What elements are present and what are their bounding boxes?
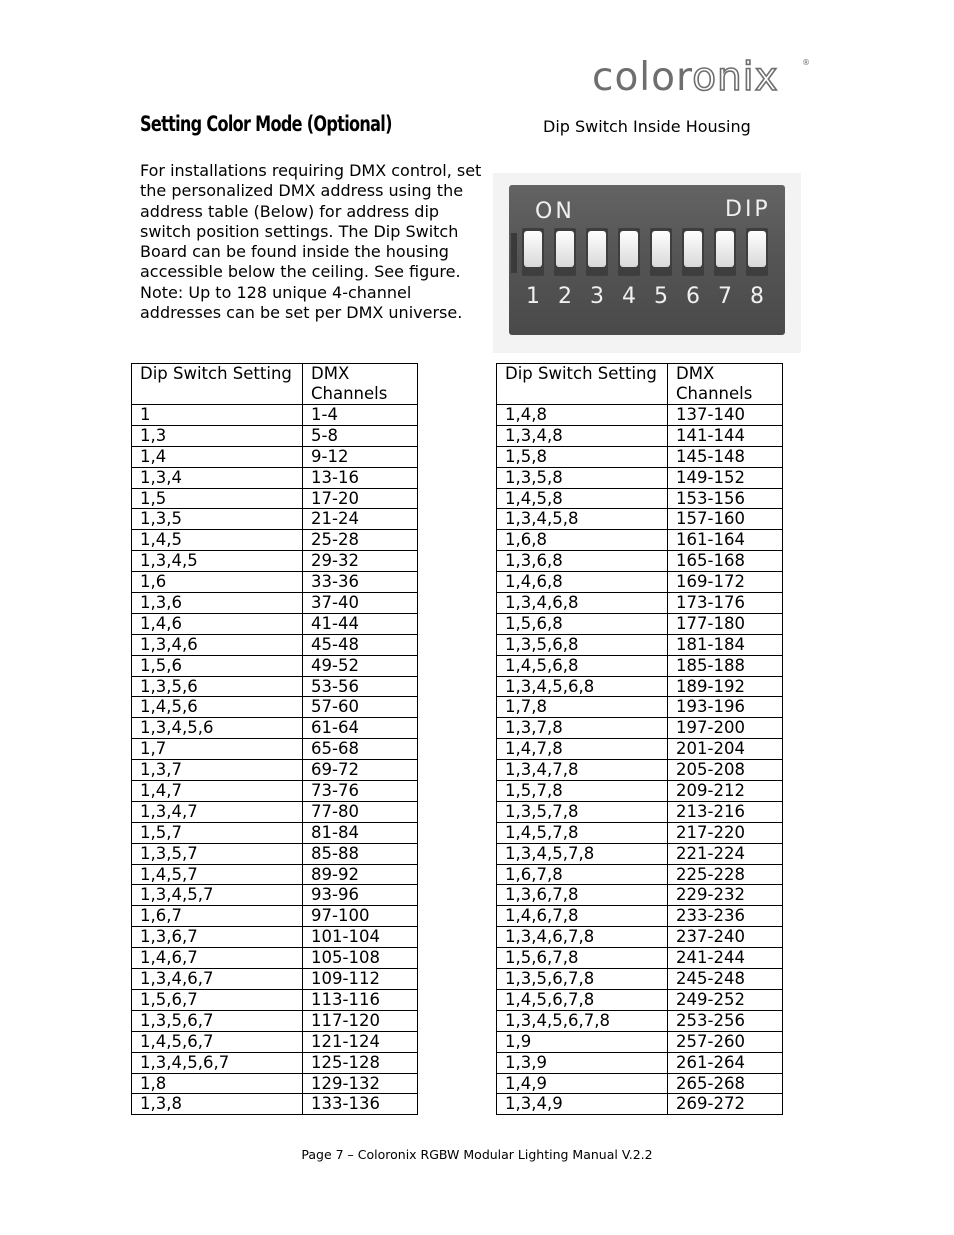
- cell-dip-setting: 1,8: [132, 1073, 303, 1094]
- cell-dmx-channels: 177-180: [668, 613, 783, 634]
- intro-line: accessible below the ceiling. See figure.: [140, 262, 461, 282]
- cell-dmx-channels: 213-216: [668, 801, 783, 822]
- switch-number-label: 3: [590, 284, 604, 309]
- table-row: [497, 885, 783, 906]
- cell-dip-setting: 1,4,5: [132, 530, 303, 551]
- cell-dmx-channels: 189-192: [668, 676, 783, 697]
- intro-line: the personalized DMX address using the: [140, 181, 464, 201]
- table-row: [132, 467, 418, 488]
- switch-paddle: [620, 231, 638, 267]
- table-row: [497, 1094, 783, 1115]
- switch-paddle: [684, 231, 702, 267]
- cell-dmx-channels: 165-168: [668, 551, 783, 572]
- cell-dmx-channels: 101-104: [303, 927, 418, 948]
- header-dip-switch-setting: Dip Switch Setting: [497, 364, 668, 405]
- cell-dmx-channels: 145-148: [668, 446, 783, 467]
- cell-dmx-channels: 265-268: [668, 1073, 783, 1094]
- cell-dmx-channels: 113-116: [303, 989, 418, 1010]
- table-row: [132, 739, 418, 760]
- cell-dip-setting: 1,3,5,7,8: [497, 801, 668, 822]
- cell-dip-setting: 1,3,4,6,8: [497, 593, 668, 614]
- cell-dip-setting: 1,4,6,8: [497, 572, 668, 593]
- cell-dmx-channels: 125-128: [303, 1052, 418, 1073]
- cell-dmx-channels: 257-260: [668, 1031, 783, 1052]
- label-dip: DIP: [725, 197, 771, 222]
- cell-dip-setting: 1,3,6,7: [132, 927, 303, 948]
- cell-dmx-channels: 185-188: [668, 655, 783, 676]
- registered-mark: ®: [802, 58, 810, 67]
- switch-number-label: 7: [718, 284, 732, 309]
- cell-dmx-channels: 169-172: [668, 572, 783, 593]
- table-row: [497, 467, 783, 488]
- table-row: [497, 864, 783, 885]
- table-row: [132, 488, 418, 509]
- cell-dip-setting: 1,3,4,5,6,7: [132, 1052, 303, 1073]
- table-row: [132, 1031, 418, 1052]
- cell-dmx-channels: 241-244: [668, 948, 783, 969]
- cell-dip-setting: 1,5,6: [132, 655, 303, 676]
- intro-line: For installations requiring DMX control, set: [140, 161, 482, 180]
- cell-dmx-channels: 141-144: [668, 425, 783, 446]
- cell-dip-setting: 1,4,5,6,8: [497, 655, 668, 676]
- switch-paddle: [652, 231, 670, 267]
- table-row: [132, 1052, 418, 1073]
- cell-dmx-channels: 261-264: [668, 1052, 783, 1073]
- cell-dip-setting: 1,3,4,5,6: [132, 718, 303, 739]
- cell-dip-setting: 1,3,5: [132, 509, 303, 530]
- table-row: [497, 634, 783, 655]
- table-row: [497, 906, 783, 927]
- cell-dmx-channels: 197-200: [668, 718, 783, 739]
- cell-dip-setting: 1,4,5,6: [132, 697, 303, 718]
- header-dmx-channels: DMX Channels: [668, 364, 783, 405]
- cell-dmx-channels: 69-72: [303, 760, 418, 781]
- cell-dip-setting: 1,3,4,6,7: [132, 969, 303, 990]
- table-row: [132, 1073, 418, 1094]
- cell-dmx-channels: 121-124: [303, 1031, 418, 1052]
- table-row: [497, 989, 783, 1010]
- table-row: [132, 989, 418, 1010]
- cell-dmx-channels: 173-176: [668, 593, 783, 614]
- switch-number-label: 8: [750, 284, 764, 309]
- cell-dip-setting: 1,5,6,7,8: [497, 948, 668, 969]
- cell-dip-setting: 1,3,4,7,8: [497, 760, 668, 781]
- cell-dip-setting: 1,4: [132, 446, 303, 467]
- table-row: [132, 948, 418, 969]
- header-dip-switch-setting: Dip Switch Setting: [132, 364, 303, 405]
- cell-dmx-channels: 13-16: [303, 467, 418, 488]
- cell-dip-setting: 1,3,6,8: [497, 551, 668, 572]
- cell-dip-setting: 1,3,4,5,8: [497, 509, 668, 530]
- cell-dip-setting: 1,4,6,7: [132, 948, 303, 969]
- page-title: Setting Color Mode (Optional): [140, 112, 392, 136]
- intro-line: addresses can be set per DMX universe.: [140, 303, 463, 323]
- cell-dmx-channels: 249-252: [668, 989, 783, 1010]
- cell-dip-setting: 1,4,7,8: [497, 739, 668, 760]
- cell-dip-setting: 1,5,6,7: [132, 989, 303, 1010]
- table-row: [497, 1031, 783, 1052]
- cell-dip-setting: 1,3,8: [132, 1094, 303, 1115]
- cell-dmx-channels: 105-108: [303, 948, 418, 969]
- table-row: [497, 969, 783, 990]
- address-table-left: [131, 363, 418, 1115]
- cell-dip-setting: 1,4,7: [132, 781, 303, 802]
- cell-dmx-channels: 153-156: [668, 488, 783, 509]
- table-row: [132, 676, 418, 697]
- cell-dmx-channels: 245-248: [668, 969, 783, 990]
- cell-dmx-channels: 149-152: [668, 467, 783, 488]
- intro-paragraph: [140, 161, 485, 323]
- table-row: [132, 655, 418, 676]
- cell-dmx-channels: 17-20: [303, 488, 418, 509]
- cell-dip-setting: 1,3,5,8: [497, 467, 668, 488]
- cell-dip-setting: 1,6: [132, 572, 303, 593]
- cell-dip-setting: 1,4,9: [497, 1073, 668, 1094]
- cell-dmx-channels: 221-224: [668, 843, 783, 864]
- cell-dip-setting: 1,4,5,6,7: [132, 1031, 303, 1052]
- switch-number-label: 1: [526, 284, 540, 309]
- cell-dmx-channels: 237-240: [668, 927, 783, 948]
- logo-wordmark: coloronix: [592, 55, 779, 100]
- cell-dmx-channels: 53-56: [303, 676, 418, 697]
- table-row: [497, 572, 783, 593]
- cell-dmx-channels: 29-32: [303, 551, 418, 572]
- cell-dmx-channels: 161-164: [668, 530, 783, 551]
- table-header-row: [497, 364, 783, 405]
- cell-dmx-channels: 205-208: [668, 760, 783, 781]
- table-row: [132, 822, 418, 843]
- cell-dmx-channels: 217-220: [668, 822, 783, 843]
- cell-dip-setting: 1,3,5,7: [132, 843, 303, 864]
- table-row: [497, 488, 783, 509]
- table-row: [132, 864, 418, 885]
- table-row: [132, 405, 418, 426]
- cell-dmx-channels: 129-132: [303, 1073, 418, 1094]
- cell-dip-setting: 1,3,4,8: [497, 425, 668, 446]
- cell-dmx-channels: 89-92: [303, 864, 418, 885]
- cell-dmx-channels: 181-184: [668, 634, 783, 655]
- table-row: [497, 1052, 783, 1073]
- table-row: [497, 697, 783, 718]
- switch-number-label: 4: [622, 284, 636, 309]
- cell-dmx-channels: 65-68: [303, 739, 418, 760]
- intro-line: switch position settings. The Dip Switch: [140, 221, 459, 241]
- cell-dip-setting: 1: [132, 405, 303, 426]
- switch-paddle: [524, 231, 542, 267]
- cell-dip-setting: 1,4,5,6,7,8: [497, 989, 668, 1010]
- table-row: [497, 1010, 783, 1031]
- cell-dip-setting: 1,3,7: [132, 760, 303, 781]
- figure-caption: Dip Switch Inside Housing: [543, 117, 751, 136]
- cell-dip-setting: 1,3,6,7,8: [497, 885, 668, 906]
- table-row: [497, 801, 783, 822]
- cell-dmx-channels: 21-24: [303, 509, 418, 530]
- cell-dmx-channels: 133-136: [303, 1094, 418, 1115]
- table-row: [497, 1073, 783, 1094]
- cell-dip-setting: 1,6,7,8: [497, 864, 668, 885]
- cell-dip-setting: 1,4,5,7: [132, 864, 303, 885]
- cell-dip-setting: 1,5,6,8: [497, 613, 668, 634]
- cell-dmx-channels: 269-272: [668, 1094, 783, 1115]
- table-row: [497, 446, 783, 467]
- table-row: [497, 676, 783, 697]
- switch-number-label: 2: [558, 284, 572, 309]
- address-table-right: [496, 363, 783, 1115]
- cell-dmx-channels: 209-212: [668, 781, 783, 802]
- cell-dmx-channels: 25-28: [303, 530, 418, 551]
- cell-dip-setting: 1,5,7,8: [497, 781, 668, 802]
- table-row: [132, 801, 418, 822]
- cell-dip-setting: 1,6,8: [497, 530, 668, 551]
- cell-dmx-channels: 93-96: [303, 885, 418, 906]
- table-row: [497, 509, 783, 530]
- switch-paddle: [588, 231, 606, 267]
- cell-dip-setting: 1,5,7: [132, 822, 303, 843]
- table-row: [132, 551, 418, 572]
- cell-dip-setting: 1,3,9: [497, 1052, 668, 1073]
- switch-number-label: 5: [654, 284, 668, 309]
- cell-dip-setting: 1,3,4,5,7: [132, 885, 303, 906]
- brand-logo: [592, 55, 812, 100]
- table-row: [132, 1094, 418, 1115]
- cell-dmx-channels: 97-100: [303, 906, 418, 927]
- table-row: [132, 697, 418, 718]
- cell-dmx-channels: 81-84: [303, 822, 418, 843]
- cell-dmx-channels: 109-112: [303, 969, 418, 990]
- table-row: [497, 593, 783, 614]
- cell-dip-setting: 1,3,5,6,7,8: [497, 969, 668, 990]
- cell-dip-setting: 1,3,4,5,6,8: [497, 676, 668, 697]
- switch-edge-notch: [511, 233, 517, 273]
- table-row: [132, 718, 418, 739]
- cell-dmx-channels: 73-76: [303, 781, 418, 802]
- table-row: [132, 509, 418, 530]
- cell-dmx-channels: 61-64: [303, 718, 418, 739]
- cell-dmx-channels: 41-44: [303, 613, 418, 634]
- cell-dmx-channels: 225-228: [668, 864, 783, 885]
- table-row: [132, 593, 418, 614]
- cell-dip-setting: 1,3,4,9: [497, 1094, 668, 1115]
- cell-dip-setting: 1,3,4,5,6,7,8: [497, 1010, 668, 1031]
- switch-paddle: [556, 231, 574, 267]
- cell-dip-setting: 1,9: [497, 1031, 668, 1052]
- table-row: [497, 613, 783, 634]
- table-row: [497, 530, 783, 551]
- cell-dip-setting: 1,3,4,6: [132, 634, 303, 655]
- cell-dip-setting: 1,3,7,8: [497, 718, 668, 739]
- intro-line: Note: Up to 128 unique 4-channel: [140, 282, 412, 302]
- table-row: [132, 760, 418, 781]
- table-row: [497, 927, 783, 948]
- switch-number-label: 6: [686, 284, 700, 309]
- cell-dip-setting: 1,3,4,7: [132, 801, 303, 822]
- switch-paddle: [716, 231, 734, 267]
- cell-dip-setting: 1,3,4,5,7,8: [497, 843, 668, 864]
- label-on: ON: [535, 199, 575, 224]
- table-row: [132, 530, 418, 551]
- cell-dmx-channels: 5-8: [303, 425, 418, 446]
- cell-dip-setting: 1,7: [132, 739, 303, 760]
- cell-dip-setting: 1,3,4,6,7,8: [497, 927, 668, 948]
- table-row: [497, 843, 783, 864]
- table-row: [132, 781, 418, 802]
- cell-dmx-channels: 57-60: [303, 697, 418, 718]
- table-row: [132, 843, 418, 864]
- table-row: [132, 634, 418, 655]
- cell-dip-setting: 1,4,6,7,8: [497, 906, 668, 927]
- table-row: [132, 572, 418, 593]
- cell-dip-setting: 1,3,5,6,7: [132, 1010, 303, 1031]
- table-row: [497, 425, 783, 446]
- switch-paddle: [748, 231, 766, 267]
- dip-switch-figure: [493, 173, 801, 353]
- cell-dip-setting: 1,3,5,6,8: [497, 634, 668, 655]
- intro-line: address table (Below) for address dip: [140, 201, 440, 221]
- cell-dip-setting: 1,4,6: [132, 613, 303, 634]
- cell-dip-setting: 1,7,8: [497, 697, 668, 718]
- table-row: [497, 405, 783, 426]
- cell-dip-setting: 1,4,5,8: [497, 488, 668, 509]
- cell-dmx-channels: 85-88: [303, 843, 418, 864]
- cell-dmx-channels: 233-236: [668, 906, 783, 927]
- table-row: [132, 906, 418, 927]
- cell-dmx-channels: 229-232: [668, 885, 783, 906]
- cell-dip-setting: 1,3,6: [132, 593, 303, 614]
- table-row: [132, 969, 418, 990]
- table-row: [497, 760, 783, 781]
- cell-dmx-channels: 137-140: [668, 405, 783, 426]
- cell-dmx-channels: 117-120: [303, 1010, 418, 1031]
- cell-dip-setting: 1,4,5,7,8: [497, 822, 668, 843]
- table-row: [497, 655, 783, 676]
- cell-dmx-channels: 157-160: [668, 509, 783, 530]
- cell-dmx-channels: 1-4: [303, 405, 418, 426]
- header-dmx-channels: DMX Channels: [303, 364, 418, 405]
- cell-dip-setting: 1,5,8: [497, 446, 668, 467]
- cell-dip-setting: 1,4,8: [497, 405, 668, 426]
- table-row: [497, 551, 783, 572]
- cell-dmx-channels: 9-12: [303, 446, 418, 467]
- table-row: [132, 927, 418, 948]
- table-row: [497, 781, 783, 802]
- cell-dmx-channels: 77-80: [303, 801, 418, 822]
- cell-dmx-channels: 201-204: [668, 739, 783, 760]
- table-row: [132, 1010, 418, 1031]
- page-footer: Page 7 – Coloronix RGBW Modular Lighting Manual V.2.2: [301, 1147, 653, 1162]
- cell-dmx-channels: 253-256: [668, 1010, 783, 1031]
- intro-line: Board can be found inside the housing: [140, 242, 449, 262]
- cell-dmx-channels: 37-40: [303, 593, 418, 614]
- table-row: [132, 425, 418, 446]
- cell-dip-setting: 1,3: [132, 425, 303, 446]
- cell-dip-setting: 1,3,5,6: [132, 676, 303, 697]
- table-header-row: [132, 364, 418, 405]
- cell-dip-setting: 1,5: [132, 488, 303, 509]
- cell-dmx-channels: 33-36: [303, 572, 418, 593]
- table-row: [497, 739, 783, 760]
- cell-dmx-channels: 45-48: [303, 634, 418, 655]
- cell-dip-setting: 1,3,4,5: [132, 551, 303, 572]
- table-row: [497, 948, 783, 969]
- cell-dip-setting: 1,6,7: [132, 906, 303, 927]
- table-row: [132, 613, 418, 634]
- table-row: [497, 718, 783, 739]
- cell-dmx-channels: 49-52: [303, 655, 418, 676]
- table-row: [132, 446, 418, 467]
- table-row: [132, 885, 418, 906]
- cell-dmx-channels: 193-196: [668, 697, 783, 718]
- cell-dip-setting: 1,3,4: [132, 467, 303, 488]
- table-row: [497, 822, 783, 843]
